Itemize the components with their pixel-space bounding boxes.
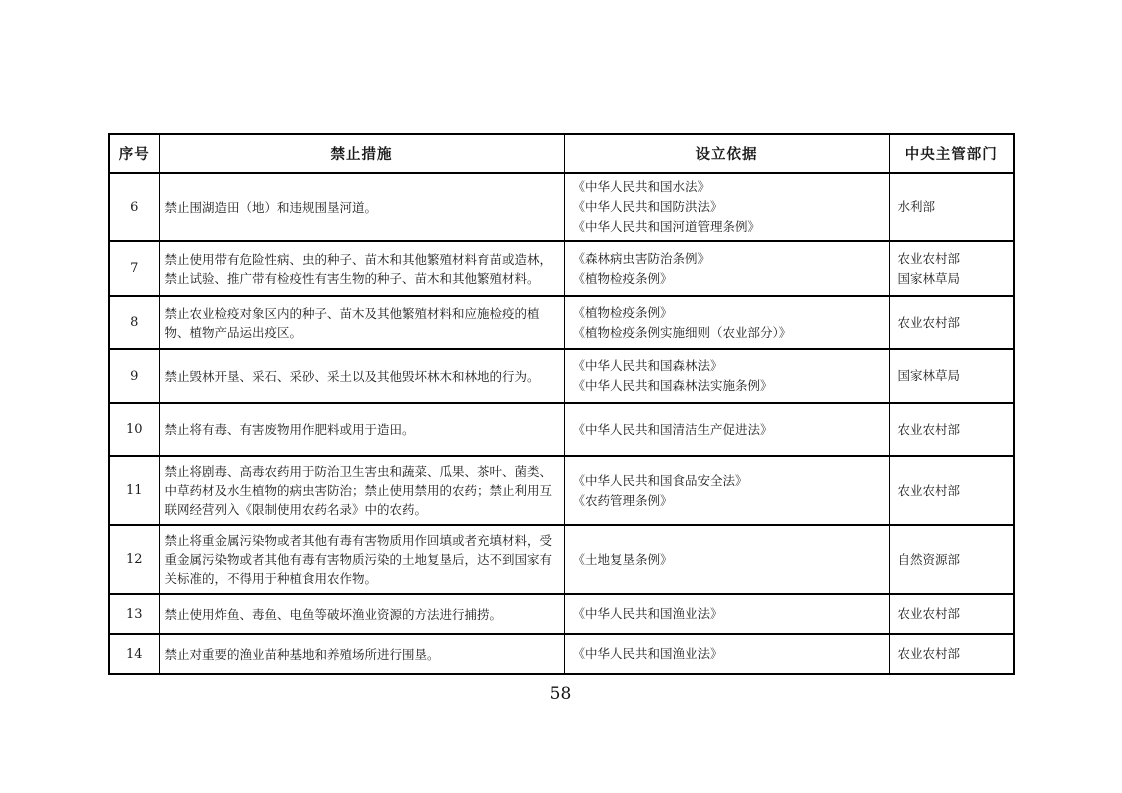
basis-line: 《中华人民共和国清洁生产促进法》	[572, 421, 773, 437]
basis-line: 《植物检疫条例》	[572, 270, 673, 286]
department-line: 农业农村部	[897, 250, 961, 266]
basis-line: 《中华人民共和国渔业法》	[572, 606, 723, 621]
basis-line: 《中华人民共和国水法》	[572, 179, 711, 194]
basis-line: 《农药管理条例》	[572, 492, 673, 508]
row-measure-cell: 禁止对重要的渔业苗种基地和养殖场所进行围垦。	[159, 634, 564, 674]
basis-line: 《土地复垦条例》	[572, 551, 673, 567]
row-department-cell	[889, 296, 1014, 349]
row-department-cell	[889, 634, 1014, 674]
row-serial-cell: 14	[109, 634, 159, 674]
row-measure-cell: 禁止将剧毒、高毒农药用于防治卫生害虫和蔬菜、瓜果、茶叶、菌类、中草药材及水生植物的病虫害防治；禁止使用禁用的农药；禁止利用互联网经营列入《限制使用农药名录》中的农药。	[159, 456, 564, 525]
basis-line: 《中华人民共和国食品安全法》	[572, 472, 748, 488]
basis-line: 《中华人民共和国河道管理条例》	[572, 219, 761, 234]
row-serial-cell: 7	[109, 241, 159, 296]
row-department-cell	[889, 456, 1014, 525]
row-basis-cell	[564, 173, 889, 241]
department-line: 农业农村部	[897, 606, 961, 621]
basis-line: 《中华人民共和国森林法》	[572, 358, 723, 373]
row-measure-cell: 禁止毁林开垦、采石、采砂、采土以及其他毁坏林木和林地的行为。	[159, 349, 564, 403]
department-line: 农业农村部	[897, 482, 961, 498]
row-measure-cell: 禁止使用带有危险性病、虫的种子、苗木和其他繁殖材料育苗或造林，禁止试验、推广带有检疫性有害生物的种子、苗木和其他繁殖材料。	[159, 241, 564, 296]
row-department-cell	[889, 594, 1014, 634]
row-measure-cell: 禁止将有毒、有害废物用作肥料或用于造田。	[159, 403, 564, 456]
table-row	[109, 296, 1014, 349]
prohibition-measures-table	[108, 133, 1015, 675]
row-measure-cell: 禁止围湖造田（地）和违规围垦河道。	[159, 173, 564, 241]
row-serial-cell: 12	[109, 525, 159, 594]
department-line: 水利部	[897, 199, 936, 214]
row-basis-cell	[564, 241, 889, 296]
table-row	[109, 594, 1014, 634]
basis-line: 《中华人民共和国渔业法》	[572, 646, 723, 661]
column-header-measure: 禁止措施	[159, 134, 564, 173]
basis-line: 《植物检疫条例实施细则（农业部分）》	[572, 324, 792, 340]
column-header-basis: 设立依据	[564, 134, 889, 173]
table-row	[109, 349, 1014, 403]
row-measure-cell: 禁止将重金属污染物或者其他有毒有害物质用作回填或者充填材料，受重金属污染物或者其他有毒有害物质污染的土地复垦后，达不到国家有关标准的，不得用于种植食用农作物。	[159, 525, 564, 594]
page-number: 58	[549, 684, 572, 704]
table-row	[109, 173, 1014, 241]
row-department-cell	[889, 241, 1014, 296]
table-row	[109, 241, 1014, 296]
row-basis-cell	[564, 525, 889, 594]
row-serial-cell: 11	[109, 456, 159, 525]
row-serial-cell: 9	[109, 349, 159, 403]
table-row	[109, 456, 1014, 525]
table-header-row	[109, 134, 1014, 173]
row-basis-cell	[564, 403, 889, 456]
row-serial-cell: 13	[109, 594, 159, 634]
row-basis-cell	[564, 296, 889, 349]
department-line: 自然资源部	[897, 551, 961, 567]
row-department-cell	[889, 173, 1014, 241]
column-header-serial: 序号	[109, 134, 159, 173]
table-row	[109, 634, 1014, 674]
basis-line: 《中华人民共和国森林法实施条例》	[572, 378, 773, 393]
row-serial-cell: 10	[109, 403, 159, 456]
row-measure-cell: 禁止使用炸鱼、毒鱼、电鱼等破坏渔业资源的方法进行捕捞。	[159, 594, 564, 634]
row-department-cell	[889, 525, 1014, 594]
row-basis-cell	[564, 634, 889, 674]
department-line: 农业农村部	[897, 421, 961, 437]
row-basis-cell	[564, 456, 889, 525]
department-line: 国家林草局	[897, 270, 961, 286]
basis-line: 《植物检疫条例》	[572, 304, 673, 320]
document-page	[108, 133, 1013, 704]
department-line: 农业农村部	[897, 314, 961, 330]
department-line: 国家林草局	[897, 368, 961, 383]
table-row	[109, 403, 1014, 456]
basis-line: 《中华人民共和国防洪法》	[572, 199, 723, 214]
basis-line: 《森林病虫害防治条例》	[572, 250, 711, 266]
row-serial-cell: 6	[109, 173, 159, 241]
department-line: 农业农村部	[897, 646, 961, 661]
row-serial-cell: 8	[109, 296, 159, 349]
table-body	[109, 173, 1014, 674]
table-row	[109, 525, 1014, 594]
row-measure-cell: 禁止农业检疫对象区内的种子、苗木及其他繁殖材料和应施检疫的植物、植物产品运出疫区。	[159, 296, 564, 349]
column-header-department: 中央主管部门	[889, 134, 1014, 173]
row-basis-cell	[564, 349, 889, 403]
row-department-cell	[889, 349, 1014, 403]
row-department-cell	[889, 403, 1014, 456]
row-basis-cell	[564, 594, 889, 634]
